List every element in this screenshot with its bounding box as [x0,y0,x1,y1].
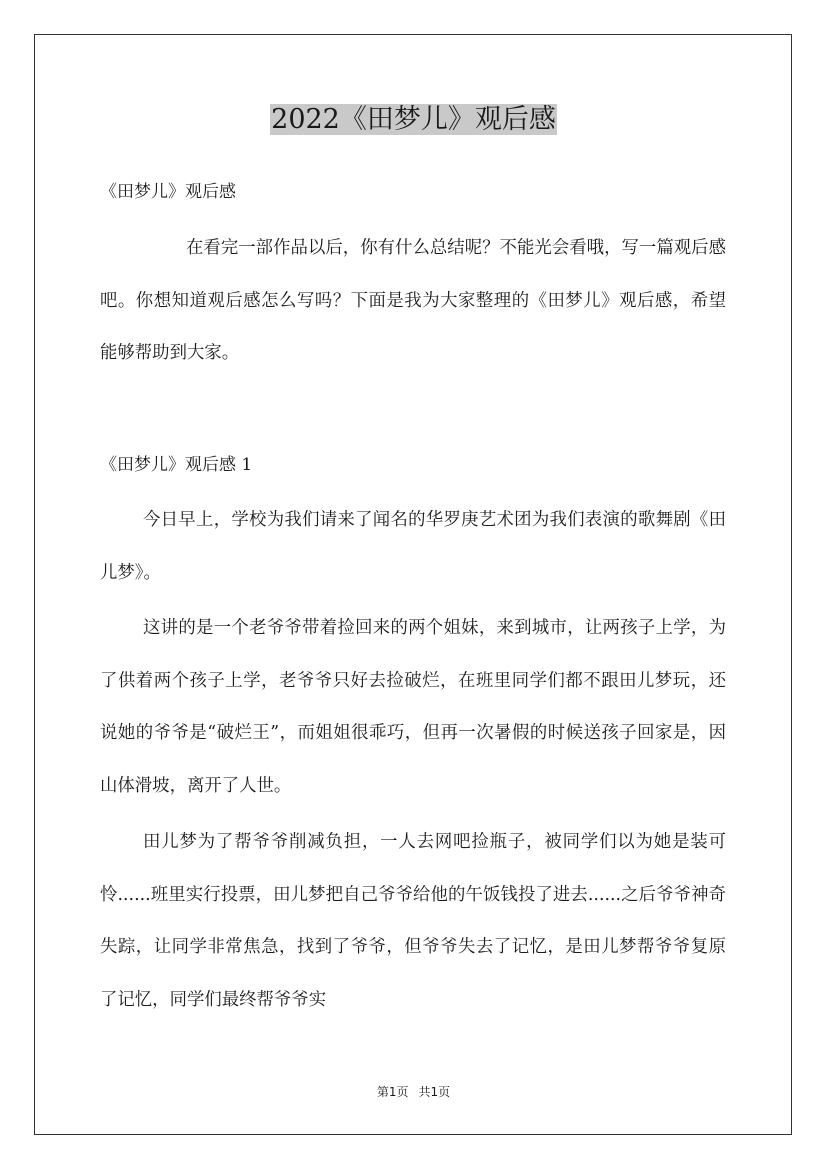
page-total: 共1页 [418,1085,451,1099]
intro-heading: 《田梦儿》观后感 [100,182,236,202]
body-paragraph-1: 今日早上，学校为我们请来了闻名的华罗庚艺术团为我们表演的歌舞剧《田儿梦》。 [100,510,726,583]
body-paragraph-2: 这讲的是一个老爷爷带着捡回来的两个姐妹，来到城市，让两孩子上学，为了供着两个孩子上学，老爷爷只好去捡破烂，在班里同学们都不跟田儿梦玩，还说她的爷爷是“破烂王”，而姐姐很乖巧，但再一次暑假的时候送孩子回家是，因山体滑坡，离开了人世。 [100,618,726,796]
body-paragraph-3: 田儿梦为了帮爷爷削减负担，一人去网吧捡瓶子，被同学们以为她是装可怜......班里实行投票，田儿梦把自己爷爷给他的午饭钱投了进去......之后爷爷神奇失踪，让同学非常焦急，找到了爷爷，但爷爷失去了记忆，是田儿梦帮爷爷复原了记忆，同学们最终帮爷爷实 [100,832,726,1010]
page-footer [0,1083,827,1101]
document-title [0,98,827,142]
page-number: 第1页 [376,1085,409,1099]
document-title-text: 2022《田梦儿》观后感 [271,104,556,135]
intro-paragraph: 在看完一部作品以后，你有什么总结呢？不能光会看哦，写一篇观后感吧。你想知道观后感怎么写吗？下面是我为大家整理的《田梦儿》观后感，希望能够帮助到大家。 [100,238,726,363]
section-heading-1: 《田梦儿》观后感 1 [100,455,253,475]
